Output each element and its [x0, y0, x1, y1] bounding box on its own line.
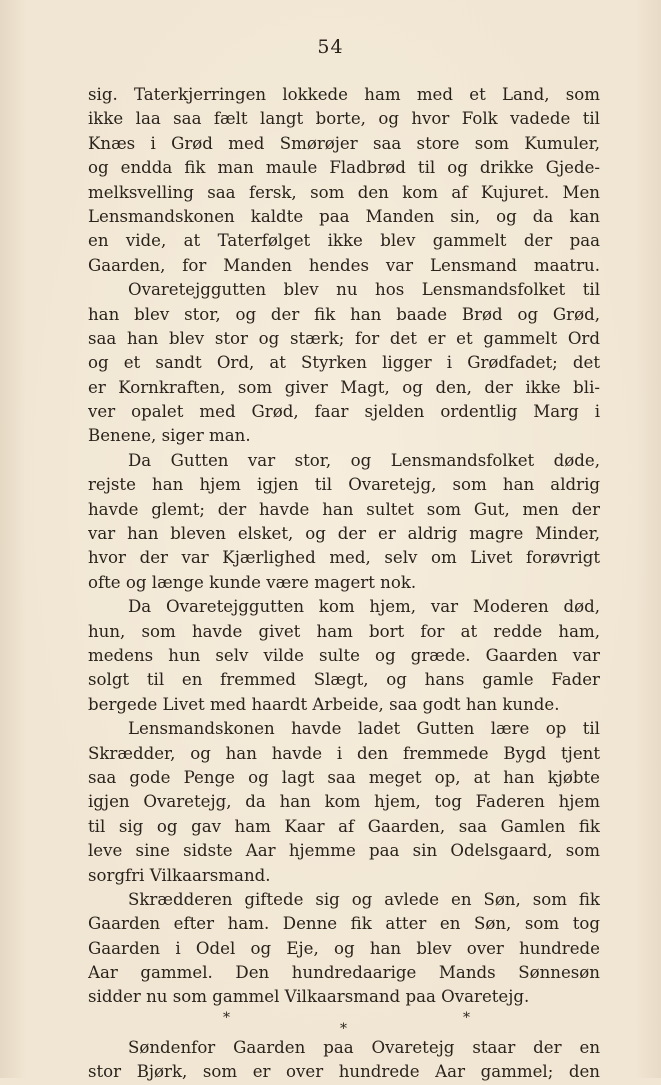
text-line: Skrædder, og han havde i den fremmede Bygd tjent [88, 743, 600, 763]
text-line: ver opalet med Grød, faar sjelden ordentlig Marg i [88, 402, 600, 422]
text-line: Gaarden, for Manden hendes var Lensmand maatru. [88, 255, 600, 275]
text-line: hvor der var Kjærlighed med, selv om Livet forøvrigt [88, 548, 600, 568]
text-line: saa han blev stor og stærk; for det er et gammelt Ord [88, 328, 600, 348]
text-line: var han bleven elsket, og der er aldrig magre Minder, [88, 524, 600, 544]
paragraph-end-line: ofte og længe kunde være magert nok. [88, 572, 417, 592]
text-line: han blev stor, og der fik han baade Brød og Grød, [88, 304, 600, 324]
text-line: sig. Taterkjerringen lokkede ham med et Land, som [88, 85, 600, 104]
body-text [88, 83, 600, 1085]
paragraph-end-line: sidder nu som gammel Vilkaarsmand paa Ovaretejg. [88, 987, 530, 1007]
text-line: havde glemt; der havde han sultet som Gut, men der [88, 499, 600, 519]
text-line: Gaarden i Odel og Eje, og han blev over hundrede [88, 938, 600, 958]
text-line: er Kornkraften, som giver Magt, og den, der ikke bli- [88, 377, 600, 397]
text-line: ikke laa saa fælt langt borte, og hvor Folk vadede til [88, 109, 600, 129]
paragraph-end-line: bergede Livet med haardt Arbeide, saa godt han kunde. [88, 694, 560, 714]
paragraph-start-line: Søndenfor Gaarden paa Ovaretejg staar der en [128, 1037, 600, 1057]
text-line: igjen Ovaretejg, da han kom hjem, tog Faderen hjem [88, 792, 600, 812]
paragraph-start-line: Da Gutten var stor, og Lensmandsfolket døde, [128, 450, 600, 470]
text-line: hun, som havde givet ham bort for at redde ham, [88, 621, 600, 641]
text-line: og endda fik man maule Fladbrød til og drikke Gjede- [88, 158, 600, 178]
page-number: 54 [317, 36, 344, 58]
section-break-asterisks [88, 1010, 600, 1036]
asterisk-left: * [223, 1009, 230, 1026]
text-line: melksvelling saa fersk, som den kom af Kujuret. Men [88, 182, 600, 202]
text-line: Knæs i Grød med Smørøjer saa store som Kumuler, [88, 133, 600, 153]
text-line: Lensmandskonen kaldte paa Manden sin, og da kan [88, 206, 600, 226]
paragraph-start-line: Da Ovaretejggutten kom hjem, var Moderen død, [128, 597, 600, 617]
text-line: saa gode Penge og lagt saa meget op, at han kjøbte [88, 767, 600, 787]
text-line: rejste han hjem igjen til Ovaretejg, som han aldrig [88, 475, 600, 495]
text-line: en vide, at Taterfølget ikke blev gammelt der paa [88, 231, 600, 251]
text-line: stor Bjørk, som er over hundrede Aar gammel; den [88, 1062, 600, 1082]
asterisk-center: * [340, 1020, 347, 1037]
text-line: til sig og gav ham Kaar af Gaarden, saa Gamlen fik [88, 816, 600, 836]
text-line: leve sine sidste Aar hjemme paa sin Odelsgaard, som [88, 841, 600, 861]
asterisk-right: * [463, 1009, 470, 1026]
text-line: medens hun selv vilde sulte og græde. Gaarden var [88, 645, 600, 665]
paragraph-end-line: Benene, siger man. [88, 426, 251, 446]
text-line: og et sandt Ord, at Styrken ligger i Grødfadet; det [88, 353, 600, 373]
paragraph-start-line: Lensmandskonen havde ladet Gutten lære op til [128, 719, 600, 739]
paragraph-start-line: Skrædderen giftede sig og avlede en Søn, som fik [128, 889, 600, 909]
text-line: Gaarden efter ham. Denne fik atter en Søn, som tog [88, 914, 600, 934]
text-line: Aar gammel. Den hundredaarige Mands Sønnesøn [88, 963, 600, 983]
paragraph-start-line: Ovaretejggutten blev nu hos Lensmandsfolket til [128, 280, 600, 300]
text-line: solgt til en fremmed Slægt, og hans gamle Fader [88, 670, 600, 690]
paragraph-end-line: sorgfri Vilkaarsmand. [88, 865, 271, 885]
